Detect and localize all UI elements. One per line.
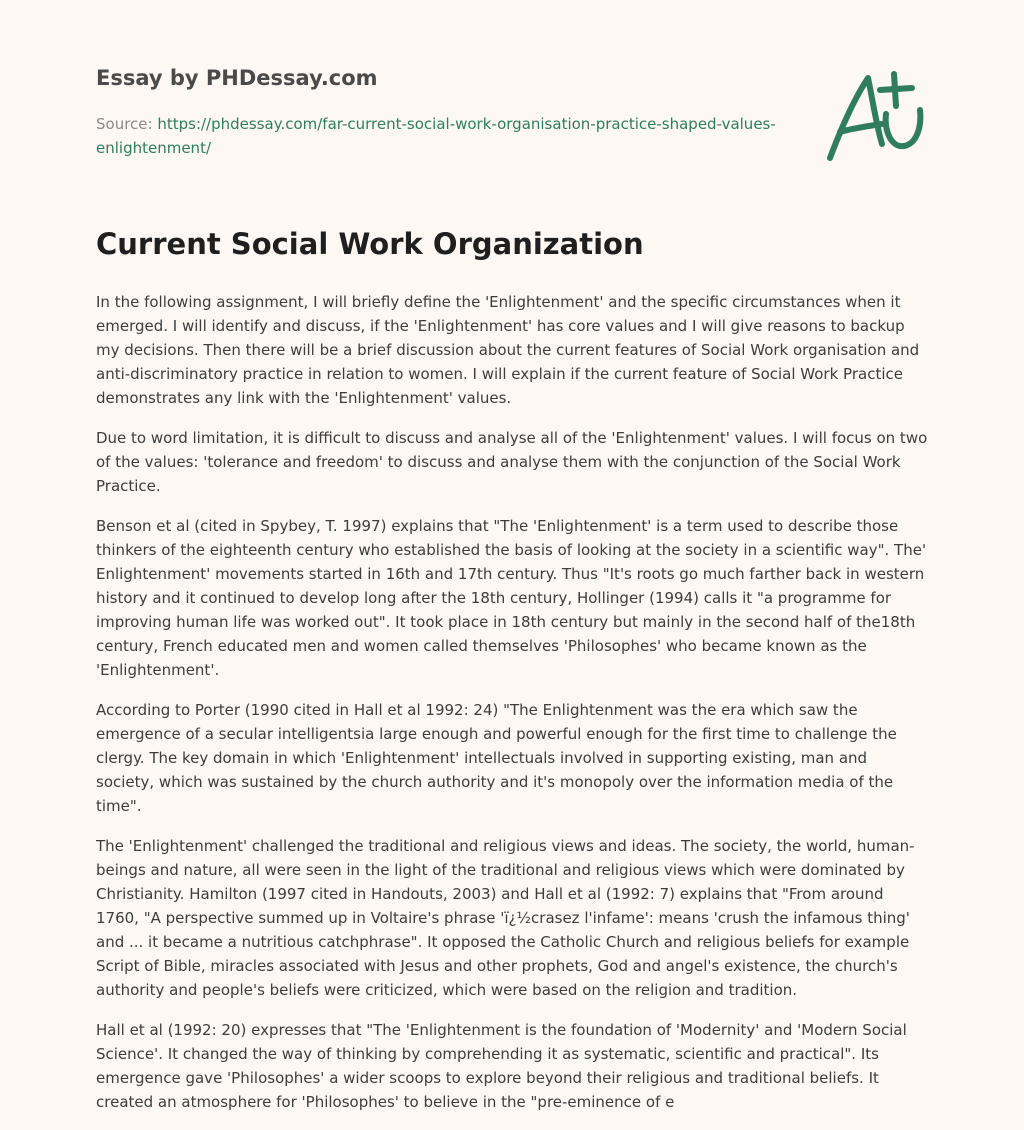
paragraph: Hall et al (1992: 20) expresses that "The 'Enlightenment is the foundation of 'Modernity' and 'Modern Social Science'. It changed the way of thinking by comprehending it as systematic, scientific and practical". Its emergence gave 'Philosophes' a wider scoops to explore beyond their religious and traditional beliefs. It created an atmosphere for 'Philosophes' to believe in the "pre-eminence of e	[96, 1021, 907, 1111]
source-line	[96, 112, 776, 160]
paragraph: According to Porter (1990 cited in Hall et al 1992: 24) "The Enlightenment was the era which saw the emergence of a secular intelligentsia large enough and powerful enough for the first time to challenge the clergy. The key domain in which 'Enlightenment' intellectuals involved in supporting existing, man and society, which was sustained by the church authority and it's monopoly over the information media of the time".	[96, 701, 897, 815]
document-body	[96, 222, 928, 1130]
paragraph: Due to word limitation, it is difficult to discuss and analyse all of the 'Enlightenment' values. I will focus on two of the values: 'tolerance and freedom' to discuss and analyse them with the conjunction of the Social Work Practice.	[96, 429, 928, 495]
source-link[interactable]: https://phdessay.com/far-current-social-work-organisation-practice-shaped-values-enlightenment/	[96, 115, 776, 157]
source-label: Source:	[96, 115, 158, 133]
paragraph: The 'Enlightenment' challenged the traditional and religious views and ideas. The society, the world, human-beings and nature, all were seen in the light of the traditional and religious views which were dominated by Christianity. Hamilton (1997 cited in Handouts, 2003) and Hall et al (1992: 7) explains that "From around 1760, "A perspective summed up in Voltaire's phrase 'ï¿½crasez l'infame': means 'crush the infamous thing' and ... it became a nutritious catchphrase". It opposed the Catholic Church and religious beliefs for example Script of Bible, miracles associated with Jesus and other prophets, God and angel's existence, the church's authority and people's beliefs were criticized, which were based on the religion and tradition.	[96, 837, 915, 999]
paragraph: Benson et al (cited in Spybey, T. 1997) explains that "The 'Enlightenment' is a term used to describe those thinkers of the eighteenth century who established the basis of looking at the society in a scientific way". The' Enlightenment' movements started in 16th and 17th century. Thus "It's roots go much farther back in western history and it continued to develop long after the 18th century, Hollinger (1994) calls it "a programme for improving human life was worked out". It took place in 18th century but mainly in the second half of the18th century, French educated men and women called themselves 'Philosophes' who became known as the 'Enlightenment'.	[96, 517, 927, 679]
site-title: Essay by PHDessay.com	[96, 66, 378, 90]
a-plus-logo-icon	[820, 66, 930, 166]
paragraph: In the following assignment, I will briefly define the 'Enlightenment' and the specific circumstances when it emerged. I will identify and discuss, if the 'Enlightenment' has core values and I will give reasons to backup my decisions. Then there will be a brief discussion about the current features of Social Work organisation and anti-discriminatory practice in relation to women. I will explain if the current feature of Social Work Practice demonstrates any link with the 'Enlightenment' values.	[96, 293, 920, 407]
page-header	[96, 64, 776, 160]
document-title: Current Social Work Organization	[96, 227, 644, 261]
